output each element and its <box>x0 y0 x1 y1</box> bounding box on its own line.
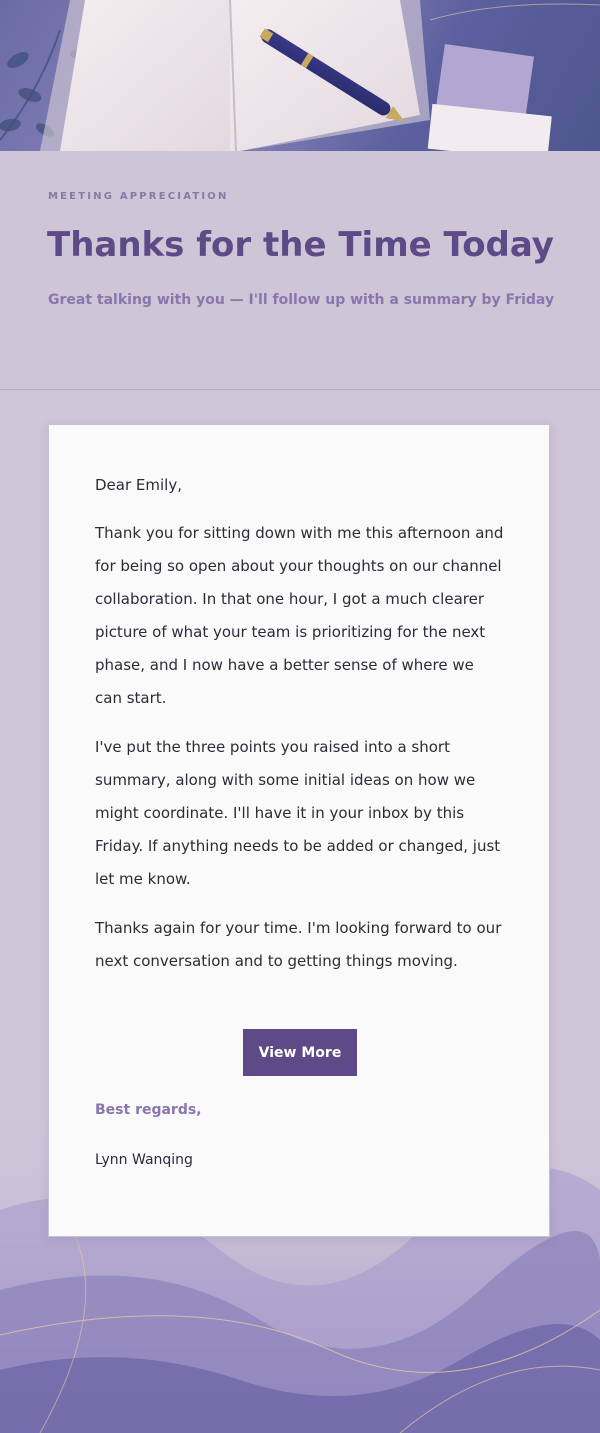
letter-body <box>95 469 505 994</box>
closing-line: Best regards, <box>95 1102 202 1118</box>
letter-card <box>48 424 550 1237</box>
greeting: Dear Emily, <box>95 476 182 494</box>
letter-paragraph: Thank you for sitting down with me this afternoon and for being so open about your thoughts on our channel collaboration. In that one hour, I got a much clearer picture of what your team is prioritizing for the next phase, and I now have a better sense of where we can start. <box>95 524 504 707</box>
signature: Lynn Wanqing <box>95 1152 193 1168</box>
hero-image <box>0 0 600 151</box>
eyebrow-label: MEETING APPRECIATION <box>48 191 229 202</box>
letter-paragraph: I've put the three points you raised into a short summary, along with some initial ideas on how we might coordinate. I'll have it in your inbox by this Friday. If anything needs to be added or changed, just let me know. <box>95 738 501 888</box>
page-subtitle: Great talking with you — I'll follow up with a summary by Friday <box>48 292 555 308</box>
view-more-button[interactable]: View More <box>243 1029 357 1076</box>
letter-paragraph: Thanks again for your time. I'm looking forward to our next conversation and to getting things moving. <box>95 919 502 970</box>
notebook-and-pen-icon <box>0 0 600 151</box>
header-band <box>0 151 600 390</box>
page-title: Thanks for the Time Today <box>47 225 554 265</box>
